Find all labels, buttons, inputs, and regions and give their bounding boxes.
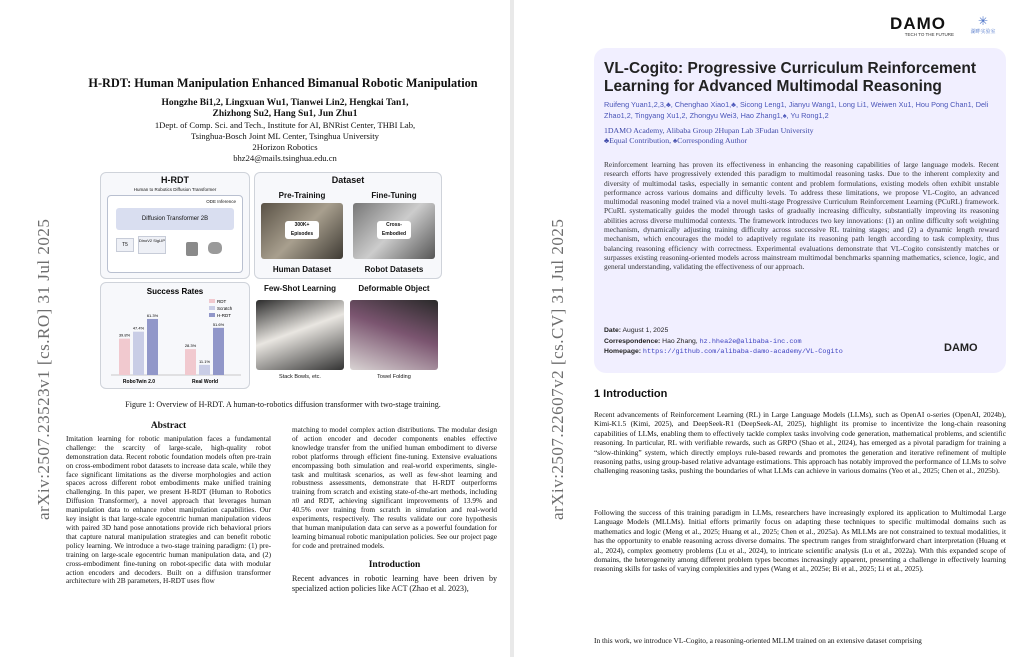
chart-title: Success Rates bbox=[146, 287, 204, 296]
bar-value-label: 39.8% bbox=[118, 332, 131, 338]
t5-block: T5 bbox=[116, 238, 134, 252]
figure-1 bbox=[100, 172, 440, 387]
bar bbox=[119, 339, 130, 375]
affiliations bbox=[604, 126, 999, 145]
category-label: Real World bbox=[191, 379, 219, 385]
hrdt-panel bbox=[100, 172, 250, 279]
bar-value-label: 61.3% bbox=[146, 312, 159, 318]
pretraining-label: Pre-Training bbox=[278, 191, 326, 200]
robot-arm-icon bbox=[186, 242, 198, 256]
intro-heading: 1 Introduction bbox=[594, 388, 668, 400]
intro-heading: Introduction bbox=[368, 559, 421, 570]
intro-paragraph-2: Following the success of this training paradigm in LLMs, researchers have increasingly explored its application to Multimodal Large Language Models (MLLMs). Initial efforts primarily focus on adapting these techniques to specific multimodal domains such as mathematics and logic (Meng et al., 2025; Huang et al., 2025; Chen et al., 2025a). As MLLMs are not constrained to textual modalities, it has the opportunity to enable reasoning across diverse domains. The spectrum ranges from straightforward chart interpretation (Huang et al., 2024), complex geometry problems (Lu et al., 2024), to intricate scientific analysis (Lu et al., 2022a). With this expanded scope of domains, the heterogeneity among different problem types becomes increasingly apparent, presenting a challenge in effectively learning reasoning skills for tasks of varying complexities and types (Wang et al., 2025e; Bi et al., 2025; Li et al., 2025). bbox=[594, 508, 1006, 574]
paper-metadata bbox=[604, 326, 999, 358]
ode-label: ODE Inference bbox=[206, 199, 236, 204]
bar-value-label: 11.1% bbox=[198, 358, 211, 364]
lab-logo-icon: ✳ bbox=[977, 14, 989, 28]
stack-caption: Stack Bowls, etc. bbox=[279, 374, 321, 380]
abstract-continued: matching to model complex action distributions. The modular design of action encoder and decoder components enables effective knowledge transfer from the unified human embodiment to diverse robot platforms through efficient fine-tuning. Extensive evaluations encompassing both simulation and real-world experiments, single-task and multitask scenarios, as well as few-shot learning and robustness assessments, demonstrate that H-RDT outperforms training from scratch and existing state-of-the-art methods, including π0 and RDT, achieving significant improvements of 13.9% and 40.5% over training from scratch in simulation and real-world experiments, respectively. The results validate our core hypothesis that human manipulation data can serve as a powerful foundation for learning bimanual robotic manipulation policies. See our project page for code and pretrained models. bbox=[292, 425, 497, 550]
paper-title: VL-Cogito: Progressive Curriculum Reinforcement Learning for Advanced Multimodal Reasoning bbox=[604, 60, 977, 95]
abstract-column bbox=[66, 422, 271, 586]
towel-folding-image bbox=[350, 300, 438, 370]
damo-logo-small: DAMO bbox=[944, 342, 978, 354]
legend-swatch bbox=[209, 306, 215, 310]
cross-embodied-badge: Cross-Embodied bbox=[377, 221, 411, 239]
contribution-note: ♣Equal Contribution, ♠Corresponding Author bbox=[604, 135, 748, 145]
towel-caption: Towel Folding bbox=[377, 374, 411, 380]
homepage-link[interactable]: https://github.com/alibaba-damo-academy/VL-Cogito bbox=[642, 348, 843, 356]
legend-swatch bbox=[209, 313, 215, 317]
legend-label: RDT bbox=[217, 299, 227, 304]
right-column bbox=[292, 426, 497, 594]
fewshot-title: Few-Shot Learning bbox=[264, 284, 336, 293]
lab-logo-text: 湖畔实验室 bbox=[970, 29, 996, 35]
author-names-2: Zhizhong Su2, Hang Su1, Jun Zhu1 bbox=[212, 109, 358, 119]
legend-label: Scratch bbox=[217, 306, 233, 311]
category-label: RoboTwin 2.0 bbox=[122, 379, 156, 385]
dino-block: DinoV2 SigLIP bbox=[138, 236, 166, 254]
bar bbox=[213, 328, 224, 375]
date-label: Date: bbox=[604, 327, 621, 334]
human-dataset-label: Human Dataset bbox=[272, 265, 332, 274]
abstract-text: Reinforcement learning has proven its effectiveness in enhancing the reasoning capabilities of large language models. Recent research efforts have progressively extended this paradigm to multimodal reasoning tasks. Due to the inherent complexity and diversity of multimodal tasks, especially in semantic content and problem formulations, existing models often exhibit unstable performance across various domains and difficulty levels. To address these limitations, we propose VL-Cogito, an advanced multimodal reasoning model trained via a novel multi-stage Progressive Curriculum Reinforcement Learning (PCuRL) framework. PCuRL systematically guides the model through tasks of gradually increasing difficulty, substantially improving its reasoning abilities across diverse multimodal contexts. The framework introduces two key innovations: (1) an online difficulty soft weighting mechanism, dynamically adjusting training difficulty across successive RL training stages; and (2) a dynamic length reward mechanism, which encourages the model to adaptively regulate its reasoning path length according to task complexity, thus balancing reasoning efficiency with correctness. Experimental evaluations demonstrate that VL-Cogito consistently matches or surpasses existing reasoning-oriented models across mainstream multimodal benchmarks spanning mathematics, science, logic, and general understanding, validating the effectiveness of our approach. bbox=[604, 160, 999, 272]
success-rate-panel bbox=[100, 282, 250, 389]
hupan-lab-logo bbox=[970, 14, 996, 40]
dit-block: Diffusion Transformer 2B bbox=[116, 208, 234, 230]
robot-datasets-label: Robot Datasets bbox=[364, 265, 424, 274]
success-rate-chart bbox=[101, 283, 249, 388]
human-video-image bbox=[261, 203, 343, 259]
paper-page-right bbox=[514, 0, 1024, 657]
abstract-text: Imitation learning for robotic manipulation faces a fundamental challenge: the scarcity of large-scale, high-quality robot demonstration data. Recent robotic foundation models often pre-train on cross-embodiment robot datasets to increase data scale, while they face significant limitations as the diverse morphologies and action spaces across different robot embodiments make unified training challenging. In this paper, we present H-RDT (Human to Robotics Diffusion Transformer), a novel approach that leverages human manipulation data to enhance robot manipulation capabilities. Our key insight is that large-scale egocentric human manipulation videos with paired 3D hand pose annotations provide rich behavioral priors that capture natural manipulation strategies and can benefit robotic policy learning. We introduce a two-stage training paradigm: (1) pre-training on large-scale egocentric human manipulation data, and (2) cross-embodiment fine-tuning on robot-specific data with modular action encoders and decoders. Built on a diffusion transformer architecture with 2B parameters, H-RDT uses flow bbox=[66, 433, 271, 586]
figure-caption: Figure 1: Overview of H-RDT. A human-to-robotics diffusion transformer with two-stage training. bbox=[125, 400, 441, 409]
legend-swatch bbox=[209, 299, 215, 303]
paper-title: H-RDT: Human Manipulation Enhanced Bimanual Robotic Manipulation bbox=[88, 76, 478, 90]
intro-paragraph-1: Recent advancements of Reinforcement Learning (RL) in Large Language Models (LLMs), such as OpenAI o-series (OpenAI, 2024b), Kimi-K1.5 (Kimi, 2025), and DeepSeek-R1 (DeepSeek-AI, 2025), highlight its promise to incentivize the long-chain reasoning capabilities of LLMs, enabling them to effectively tackle complex tasks involving code generation, mathematical problems, and scientific reasoning. In particular, RL with verifiable rewards, such as GRPO (Shao et al., 2024), has emerged as a pivotal paradigm for training a “slow-thinking” system, which directly employs rule-based rewards and promotes the generation and iterative refinement of multiple reasoning paths, using group-based relative advantage estimations. This approach has notably improved the performance of LLMs to solve challenging reasoning tasks, pushing the boundaries of what LLMs can achieve in various domains (Yeo et al., 2025; Chen et al., 2025b). bbox=[594, 410, 1006, 476]
damo-tagline: TECH TO THE FUTURE bbox=[904, 32, 954, 37]
model-diagram bbox=[107, 195, 243, 273]
author-list: Ruifeng Yuan1,2,3,♣, Chenghao Xiao1,♣, Sicong Leng1, Jianyu Wang1, Long Li1, Weiwen Xu1, Hou Pong Chan1, Deli Zhao1,2, Tingyang Xu1,2, Zhongyu Wei3, Hao Zhang1,♠, Yu Rong1,2 bbox=[604, 100, 989, 120]
finetuning-label: Fine-Tuning bbox=[371, 191, 417, 200]
affiliation: 2Horizon Robotics bbox=[252, 142, 318, 152]
paper-page-left bbox=[0, 0, 510, 657]
author-email: bhz24@mails.tsinghua.edu.cn bbox=[233, 153, 337, 163]
author-names: Hongzhe Bi1,2, Lingxuan Wu1, Tianwei Lin2, Hengkai Tan1, bbox=[161, 98, 409, 108]
deformable-title: Deformable Object bbox=[358, 284, 430, 293]
arxiv-stamp: arXiv:2507.23523v1 [cs.RO] 31 Jul 2025 bbox=[34, 218, 53, 520]
damo-logo: DAMO bbox=[890, 14, 946, 33]
fewshot-panel bbox=[254, 282, 440, 387]
affiliation-line: 1DAMO Academy, Alibaba Group 2Hupan Lab 3Fudan University bbox=[604, 126, 814, 135]
dataset-title: Dataset bbox=[331, 175, 365, 185]
hrdt-title: H-RDT bbox=[161, 175, 189, 185]
correspondence-label: Correspondence: bbox=[604, 337, 661, 345]
affiliation: 1Dept. of Comp. Sci. and Tech., Institute for AI, BNRist Center, THBI Lab, bbox=[154, 120, 416, 130]
homepage-label: Homepage: bbox=[604, 348, 642, 355]
correspondence-name: Hao Zhang, bbox=[662, 337, 698, 345]
affiliation: Tsinghua-Bosch Joint ML Center, Tsinghua University bbox=[191, 131, 379, 141]
correspondence-email[interactable]: hz.hhea2e@alibaba-inc.com bbox=[699, 337, 802, 346]
bar bbox=[185, 349, 196, 375]
intro-paragraph-3: In this work, we introduce VL-Cogito, a reasoning-oriented MLLM trained on an extensive dataset comprising bbox=[594, 636, 922, 645]
bar-value-label: 28.3% bbox=[184, 343, 197, 349]
bar bbox=[147, 319, 158, 375]
intro-text: Recent advances in robotic learning have been driven by specialized action policies like ACT (Zhao et al. 2023), bbox=[292, 573, 497, 593]
episodes-badge: 300K+ Episodes bbox=[285, 221, 319, 239]
bar bbox=[133, 332, 144, 375]
bar bbox=[199, 365, 210, 375]
author-block bbox=[80, 98, 490, 164]
hand-icon bbox=[208, 242, 222, 254]
arxiv-stamp: arXiv:2507.22607v2 [cs.CV] 31 Jul 2025 bbox=[548, 218, 567, 520]
robot-image bbox=[353, 203, 435, 259]
bar-value-label: 51.6% bbox=[212, 321, 225, 327]
bar-value-label: 47.4% bbox=[132, 325, 145, 331]
dataset-panel bbox=[254, 172, 442, 279]
hrdt-subtitle: Human to Robotics Diffusion Transformer bbox=[133, 187, 217, 192]
abstract-heading: Abstract bbox=[150, 421, 187, 431]
date-value: August 1, 2025 bbox=[622, 327, 669, 334]
legend-label: H-RDT bbox=[217, 313, 231, 318]
stack-bowls-image bbox=[256, 300, 344, 370]
